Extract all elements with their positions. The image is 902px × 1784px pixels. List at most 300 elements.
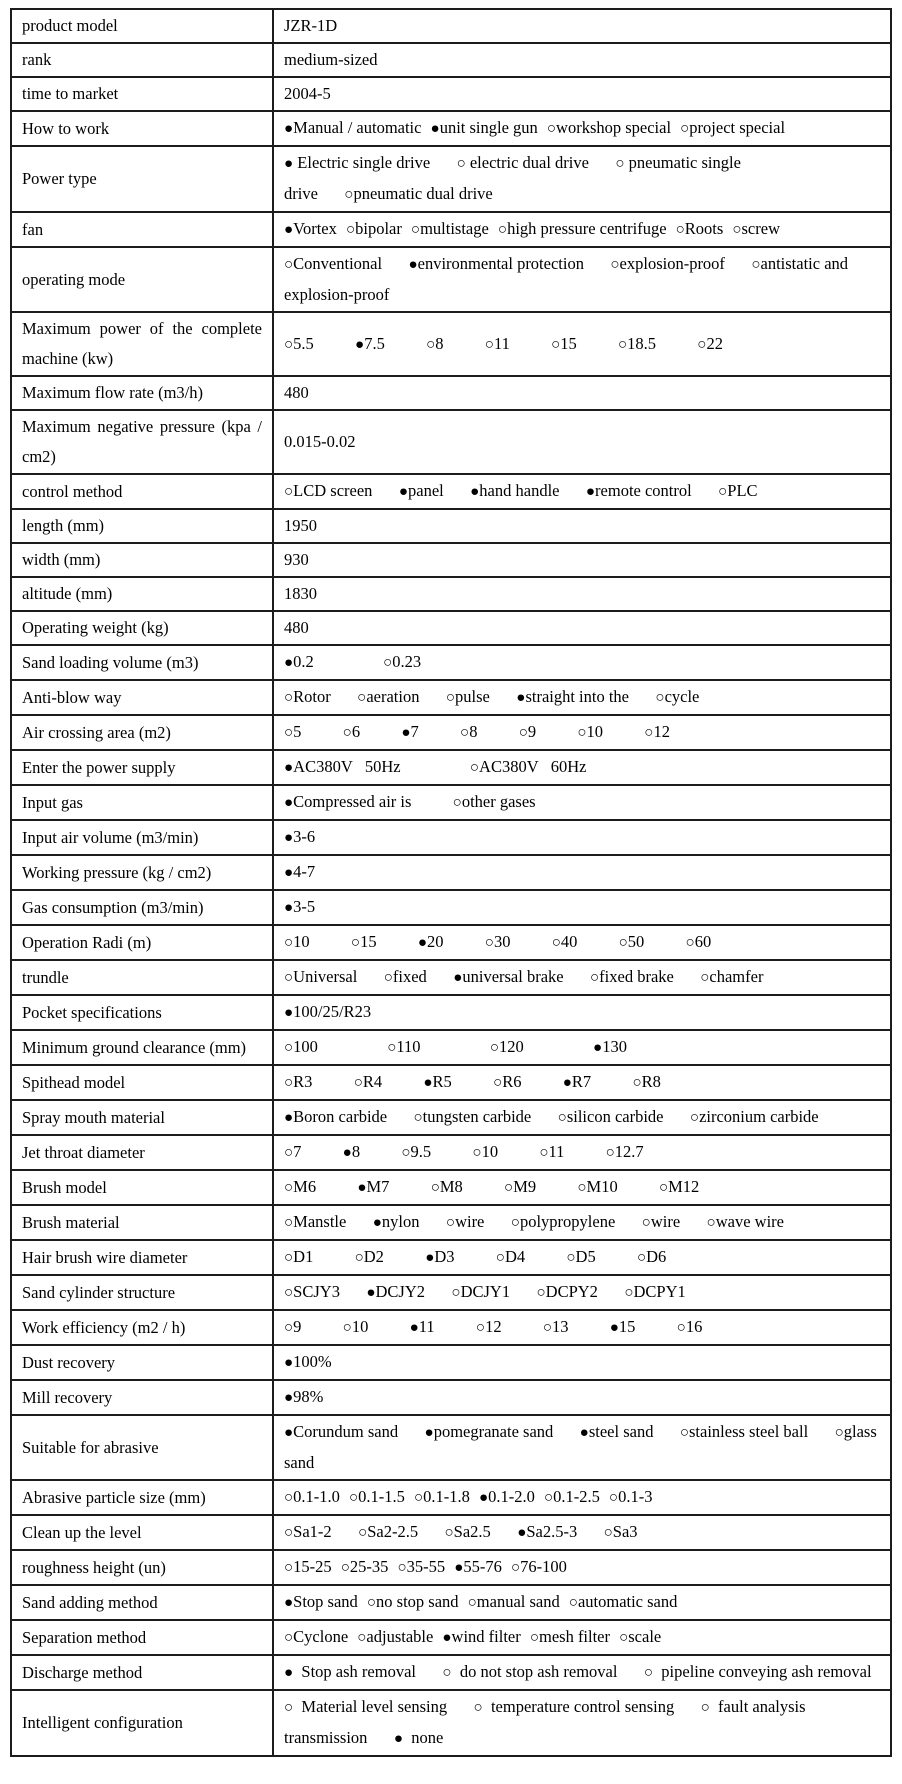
option-label: 9 <box>527 722 537 741</box>
option <box>284 1387 323 1406</box>
option-label: automatic sand <box>577 1592 678 1611</box>
spec-value-text: 480 <box>284 383 309 402</box>
spec-value <box>273 1310 891 1345</box>
radio-selected-icon: ● <box>284 1664 294 1681</box>
spec-label: Clean up the level <box>11 1515 273 1550</box>
radio-unselected-icon: ○ <box>284 934 294 951</box>
radio-selected-icon: ● <box>284 654 294 671</box>
spec-label: time to market <box>11 77 273 111</box>
radio-unselected-icon: ○ <box>557 1109 567 1126</box>
option-label: 60 <box>694 932 712 951</box>
option-label: chamfer <box>709 967 764 986</box>
spec-label: rank <box>11 43 273 77</box>
option-label: M12 <box>668 1177 700 1196</box>
radio-unselected-icon: ○ <box>680 120 690 137</box>
option-label: tungsten carbide <box>422 1107 532 1126</box>
option-label: Corundum sand <box>293 1422 399 1441</box>
radio-unselected-icon: ○ <box>608 1489 619 1506</box>
option <box>349 1487 405 1506</box>
option-label: fixed <box>392 967 427 986</box>
option <box>284 481 372 500</box>
radio-selected-icon: ● <box>409 1319 419 1336</box>
radio-unselected-icon: ○ <box>605 1144 615 1161</box>
option-label: none <box>402 1728 444 1747</box>
option <box>284 652 314 671</box>
radio-unselected-icon: ○ <box>444 1524 454 1541</box>
option-label: D3 <box>434 1247 455 1266</box>
radio-unselected-icon: ○ <box>618 934 628 951</box>
option-label: 35-55 <box>406 1557 446 1576</box>
option <box>425 1422 554 1441</box>
spec-label: Mill recovery <box>11 1380 273 1415</box>
option <box>642 1212 681 1231</box>
option-label: D4 <box>504 1247 526 1266</box>
radio-unselected-icon: ○ <box>610 256 620 273</box>
radio-unselected-icon: ○ <box>542 1319 552 1336</box>
option <box>284 1212 346 1231</box>
option-label: 20 <box>427 932 444 951</box>
option-label: M10 <box>586 1177 618 1196</box>
radio-unselected-icon: ○ <box>566 1249 576 1266</box>
spec-label: Maximum flow rate (m3/h) <box>11 376 273 410</box>
radio-unselected-icon: ○ <box>536 1284 546 1301</box>
table-row <box>11 995 891 1030</box>
radio-unselected-icon: ○ <box>718 483 728 500</box>
spec-value <box>273 995 891 1030</box>
radio-unselected-icon: ○ <box>655 689 665 706</box>
spec-value-text: JZR-1D <box>284 16 338 35</box>
option-label: D5 <box>575 1247 596 1266</box>
spec-value <box>273 1515 891 1550</box>
spec-value <box>273 77 891 111</box>
option <box>343 1142 360 1161</box>
option <box>284 153 430 172</box>
table-row <box>11 1345 891 1380</box>
option <box>284 1697 447 1716</box>
spec-value-text: 1950 <box>284 516 317 535</box>
option-label: M7 <box>366 1177 390 1196</box>
spec-value <box>273 1135 891 1170</box>
option-label: 30 <box>493 932 511 951</box>
radio-unselected-icon: ○ <box>357 689 367 706</box>
spec-label: trundle <box>11 960 273 995</box>
option <box>707 1212 784 1231</box>
option <box>451 1282 510 1301</box>
radio-selected-icon: ● <box>357 1179 367 1196</box>
option <box>357 1177 389 1196</box>
option <box>284 1247 313 1266</box>
table-row <box>11 925 891 960</box>
option-label: pipeline conveying ash removal <box>653 1662 872 1681</box>
option <box>697 334 723 353</box>
radio-selected-icon: ● <box>284 829 294 846</box>
option-label: Manual / automatic <box>293 118 422 137</box>
table-row <box>11 1310 891 1345</box>
radio-unselected-icon: ○ <box>577 1179 587 1196</box>
radio-unselected-icon: ○ <box>603 1524 613 1541</box>
option <box>284 1177 316 1196</box>
option-label: R4 <box>362 1072 383 1091</box>
radio-unselected-icon: ○ <box>472 1144 482 1161</box>
option <box>619 1627 661 1646</box>
radio-unselected-icon: ○ <box>658 1179 669 1196</box>
option <box>644 722 670 741</box>
radio-unselected-icon: ○ <box>342 724 352 741</box>
spec-value <box>273 1620 891 1655</box>
option-label: Electric single drive <box>293 153 431 172</box>
option-label: 7.5 <box>364 333 385 353</box>
spec-value-text: 930 <box>284 550 309 569</box>
table-row <box>11 1585 891 1620</box>
option-label: Compressed air is <box>293 792 412 811</box>
radio-unselected-icon: ○ <box>383 654 393 671</box>
option-label: 10 <box>351 1317 369 1336</box>
option-label: nylon <box>381 1212 420 1231</box>
radio-unselected-icon: ○ <box>700 1699 710 1716</box>
option-label: antistatic and explosion-proof <box>284 254 853 304</box>
option <box>284 687 331 706</box>
option-label: 15-25 <box>293 1557 332 1576</box>
spec-value <box>273 611 891 645</box>
table-row <box>11 1030 891 1065</box>
radio-unselected-icon: ○ <box>619 1629 629 1646</box>
option <box>580 1422 654 1441</box>
spec-value <box>273 1585 891 1620</box>
option <box>479 1487 535 1506</box>
option-label: 120 <box>499 1037 524 1056</box>
option-label: SCJY3 <box>293 1282 340 1301</box>
radio-unselected-icon: ○ <box>350 934 361 951</box>
option <box>284 1487 340 1506</box>
option <box>367 1592 459 1611</box>
radio-unselected-icon: ○ <box>706 1214 716 1231</box>
option-label: 11 <box>493 333 510 353</box>
spec-value <box>273 785 891 820</box>
radio-unselected-icon: ○ <box>676 1319 686 1336</box>
option <box>468 1592 560 1611</box>
radio-unselected-icon: ○ <box>284 1489 294 1506</box>
spec-label: How to work <box>11 111 273 146</box>
option-label: high pressure centrifuge <box>507 219 667 238</box>
spec-value <box>273 960 891 995</box>
option-label: M6 <box>293 1177 317 1196</box>
option-label: PLC <box>727 481 758 500</box>
option <box>644 1662 872 1681</box>
radio-unselected-icon: ○ <box>348 1489 359 1506</box>
table-row <box>11 1275 891 1310</box>
option <box>686 932 712 951</box>
spec-label: product model <box>11 9 273 43</box>
option <box>577 722 603 741</box>
radio-unselected-icon: ○ <box>467 1594 477 1611</box>
option <box>284 722 301 741</box>
spec-value <box>273 680 891 715</box>
table-row <box>11 9 891 43</box>
radio-unselected-icon: ○ <box>284 1039 294 1056</box>
option-label: hand handle <box>479 481 560 500</box>
radio-selected-icon: ● <box>423 1074 433 1091</box>
spec-label: Operating weight (kg) <box>11 611 273 645</box>
option <box>552 932 578 951</box>
radio-selected-icon: ● <box>284 759 294 776</box>
spec-value <box>273 146 891 212</box>
spec-label: Abrasive particle size (mm) <box>11 1480 273 1515</box>
table-row <box>11 77 891 111</box>
spec-value-text: 0.015-0.02 <box>284 432 356 451</box>
radio-unselected-icon: ○ <box>413 1489 424 1506</box>
option <box>284 967 357 986</box>
radio-unselected-icon: ○ <box>489 1039 499 1056</box>
radio-unselected-icon: ○ <box>340 1559 350 1576</box>
option <box>517 1522 577 1541</box>
option <box>551 334 577 353</box>
spec-value <box>273 1550 891 1585</box>
option-label: R6 <box>502 1072 522 1091</box>
radio-selected-icon: ● <box>417 934 428 951</box>
option <box>418 932 444 951</box>
option-label: steel sand <box>588 1422 654 1441</box>
radio-unselected-icon: ○ <box>397 1559 407 1576</box>
spec-value <box>273 9 891 43</box>
radio-unselected-icon: ○ <box>700 969 710 986</box>
option-label: wire <box>455 1212 485 1231</box>
radio-unselected-icon: ○ <box>430 1179 440 1196</box>
option-label: workshop special <box>556 118 672 137</box>
radio-selected-icon: ● <box>516 689 526 706</box>
option <box>624 1282 685 1301</box>
spec-value <box>273 577 891 611</box>
radio-selected-icon: ● <box>284 899 294 916</box>
option <box>446 1212 485 1231</box>
spec-value-text: 2004-5 <box>284 84 331 103</box>
radio-unselected-icon: ○ <box>590 969 600 986</box>
option <box>476 1317 502 1336</box>
option <box>387 1037 420 1056</box>
option <box>344 184 492 203</box>
radio-selected-icon: ● <box>342 1144 352 1161</box>
radio-unselected-icon: ○ <box>284 1284 294 1301</box>
radio-unselected-icon: ○ <box>510 1559 521 1576</box>
spec-value <box>273 1275 891 1310</box>
option-label: electric dual drive <box>465 153 589 172</box>
spec-value <box>273 376 891 410</box>
spec-value-text: medium-sized <box>284 50 378 69</box>
spec-value <box>273 715 891 750</box>
spec-label: fan <box>11 212 273 247</box>
table-row <box>11 474 891 509</box>
radio-unselected-icon: ○ <box>284 724 294 741</box>
spec-label: Sand cylinder structure <box>11 1275 273 1310</box>
option-label: D2 <box>363 1247 384 1266</box>
spec-label: Maximum negative pressure (kpa / cm2) <box>11 410 273 474</box>
table-row <box>11 715 891 750</box>
option <box>609 1487 653 1506</box>
option <box>284 827 315 846</box>
option-label: 0.2 <box>293 652 314 671</box>
option <box>558 1107 664 1126</box>
table-row <box>11 1100 891 1135</box>
option-label: 0.1-2.0 <box>488 1487 535 1506</box>
spec-label: Pocket specifications <box>11 995 273 1030</box>
option-label: bipolar <box>355 219 402 238</box>
option <box>619 932 645 951</box>
option-label: cycle <box>664 687 700 706</box>
radio-unselected-icon: ○ <box>475 1319 486 1336</box>
option <box>586 481 692 500</box>
radio-unselected-icon: ○ <box>353 1074 363 1091</box>
option-label: Roots <box>684 219 724 238</box>
radio-selected-icon: ● <box>284 794 294 811</box>
option-label: adjustable <box>366 1627 434 1646</box>
option-label: Stop ash removal <box>293 1662 416 1681</box>
spec-label: Dust recovery <box>11 1345 273 1380</box>
spec-label: Hair brush wire diameter <box>11 1240 273 1275</box>
spec-label: Jet throat diameter <box>11 1135 273 1170</box>
option-label: explosion-proof <box>619 254 725 273</box>
radio-unselected-icon: ○ <box>345 221 356 238</box>
spec-label: Input air volume (m3/min) <box>11 820 273 855</box>
radio-unselected-icon: ○ <box>689 1109 700 1126</box>
radio-unselected-icon: ○ <box>510 1214 520 1231</box>
radio-unselected-icon: ○ <box>284 1559 294 1576</box>
option <box>284 1037 318 1056</box>
option-label: environmental protection <box>417 254 584 273</box>
option-label: 5 <box>293 722 302 741</box>
radio-unselected-icon: ○ <box>636 1249 647 1266</box>
table-row <box>11 1655 891 1690</box>
radio-unselected-icon: ○ <box>460 724 470 741</box>
option-label: polypropylene <box>519 1212 616 1231</box>
radio-unselected-icon: ○ <box>284 1249 294 1266</box>
table-row <box>11 1515 891 1550</box>
radio-unselected-icon: ○ <box>357 1629 367 1646</box>
radio-selected-icon: ● <box>593 1039 603 1056</box>
radio-unselected-icon: ○ <box>529 1629 539 1646</box>
radio-unselected-icon: ○ <box>643 1664 654 1681</box>
option <box>445 1522 491 1541</box>
radio-unselected-icon: ○ <box>452 794 462 811</box>
table-row <box>11 1205 891 1240</box>
option-label: Boron carbide <box>293 1107 388 1126</box>
radio-unselected-icon: ○ <box>543 1489 554 1506</box>
option-label: stainless steel ball <box>689 1422 809 1441</box>
option <box>610 254 725 273</box>
table-row <box>11 1240 891 1275</box>
option-label: pomegranate sand <box>433 1422 554 1441</box>
option-label: 50 <box>627 932 645 951</box>
radio-unselected-icon: ○ <box>685 934 695 951</box>
radio-unselected-icon: ○ <box>484 335 494 353</box>
spec-value <box>273 1030 891 1065</box>
option <box>676 219 724 238</box>
option-label: 5.5 <box>293 333 314 353</box>
option <box>373 1212 420 1231</box>
spec-label: Anti-blow way <box>11 680 273 715</box>
radio-unselected-icon: ○ <box>426 335 436 353</box>
option <box>341 1557 389 1576</box>
radio-unselected-icon: ○ <box>413 1109 423 1126</box>
spec-value <box>273 1480 891 1515</box>
radio-unselected-icon: ○ <box>284 1144 294 1161</box>
table-row <box>11 611 891 645</box>
option-label: 8 <box>469 722 478 741</box>
spec-value-text: 1830 <box>284 584 317 603</box>
option-label: 76-100 <box>520 1557 567 1576</box>
option <box>511 1557 567 1576</box>
option <box>355 334 385 353</box>
table-row <box>11 890 891 925</box>
spec-label: Work efficiency (m2 / h) <box>11 1310 273 1345</box>
radio-selected-icon: ● <box>366 1284 376 1301</box>
radio-unselected-icon: ○ <box>484 934 494 951</box>
option <box>423 1072 451 1091</box>
spec-label: Suitable for abrasive <box>11 1415 273 1480</box>
option-label: 8 <box>351 1142 361 1161</box>
option-label: Sa3 <box>612 1522 638 1541</box>
radio-selected-icon: ● <box>517 1524 527 1541</box>
option <box>485 932 511 951</box>
table-row <box>11 111 891 146</box>
radio-unselected-icon: ○ <box>551 335 561 353</box>
table-row <box>11 376 891 410</box>
radio-unselected-icon: ○ <box>641 1214 651 1231</box>
radio-unselected-icon: ○ <box>284 1629 294 1646</box>
spec-label: Gas consumption (m3/min) <box>11 890 273 925</box>
radio-unselected-icon: ○ <box>456 155 466 172</box>
option <box>655 687 699 706</box>
table-row <box>11 1690 891 1756</box>
spec-value <box>273 1690 891 1756</box>
option <box>680 1422 808 1441</box>
spec-label: Power type <box>11 146 273 212</box>
radio-unselected-icon: ○ <box>495 1249 505 1266</box>
spec-label: Input gas <box>11 785 273 820</box>
spec-value <box>273 1100 891 1135</box>
option-label: R8 <box>641 1072 661 1091</box>
option <box>563 1072 591 1091</box>
option <box>453 792 536 811</box>
option <box>460 722 477 741</box>
option-label: wire <box>650 1212 681 1231</box>
radio-selected-icon: ● <box>401 724 411 741</box>
table-row <box>11 645 891 680</box>
radio-unselected-icon: ○ <box>451 1284 461 1301</box>
spec-value <box>273 1065 891 1100</box>
spec-value <box>273 509 891 543</box>
spec-label: Brush model <box>11 1170 273 1205</box>
option <box>544 1487 600 1506</box>
option-label: do not stop ash removal <box>451 1662 618 1681</box>
option <box>539 1142 564 1161</box>
option <box>284 1142 301 1161</box>
option-label: Cyclone <box>293 1627 349 1646</box>
option <box>547 118 671 137</box>
option <box>284 1072 312 1091</box>
option-label: DCJY1 <box>460 1282 511 1301</box>
spec-value <box>273 43 891 77</box>
option-label: AC380V 60Hz <box>479 757 587 776</box>
option-label: 130 <box>602 1037 627 1056</box>
option <box>284 1627 348 1646</box>
radio-selected-icon: ● <box>430 120 440 137</box>
spec-label: operating mode <box>11 247 273 312</box>
radio-selected-icon: ● <box>398 483 408 500</box>
option <box>284 932 310 951</box>
option <box>354 1072 382 1091</box>
option-label: Sa2.5-3 <box>526 1522 578 1541</box>
option <box>618 334 656 353</box>
option-label: remote control <box>595 481 692 500</box>
